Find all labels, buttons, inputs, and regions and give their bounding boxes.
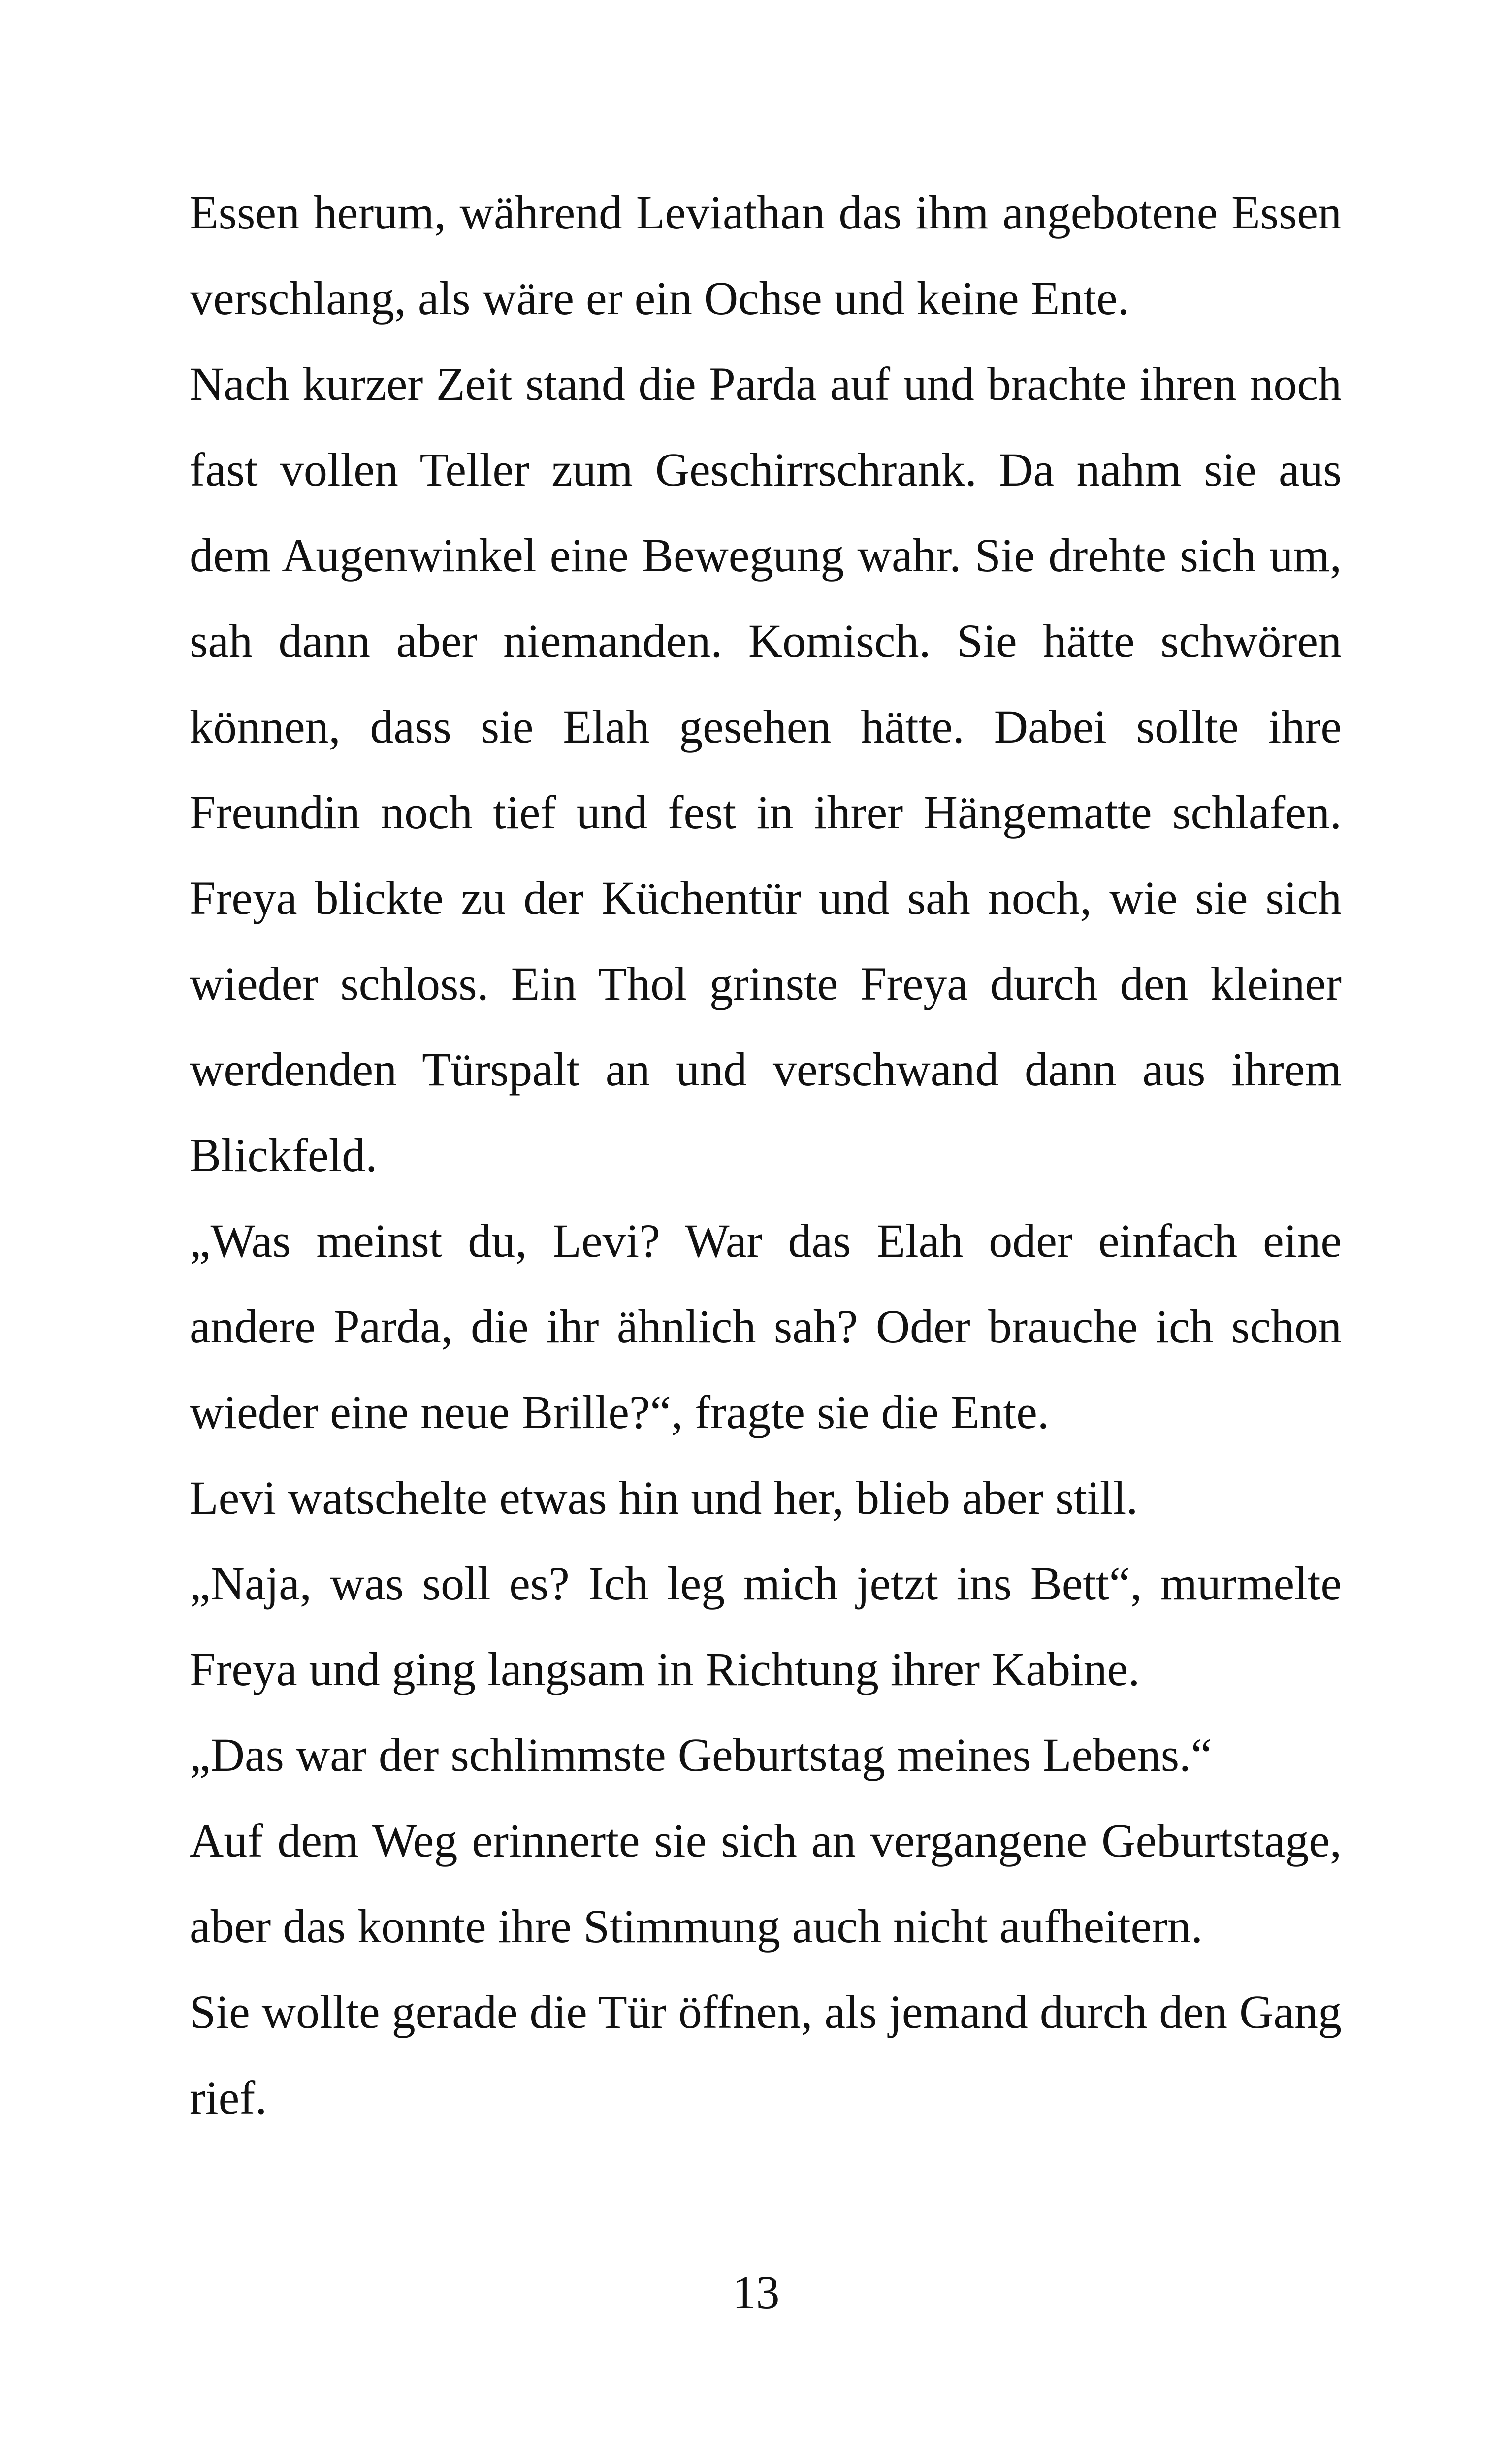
paragraph: Sie wollte gerade die Tür öffnen, als jemand durch den Gang rief. (190, 1986, 1342, 2124)
body-text (190, 170, 1342, 2141)
paragraph: „Das war der schlimmste Geburtstag meines Lebens.“ (190, 1728, 1212, 1781)
paragraph: Nach kurzer Zeit stand die Parda auf und brachte ihren noch fast vollen Teller zum Geschirrschrank. Da nahm sie aus dem Augenwinkel eine Bewegung wahr. Sie drehte sich um, sah dann aber niemanden. Komisch. Sie hätte schwören können, dass sie Elah gesehen hätte. Dabei sollte ihre Freundin noch tief und fest in ihrer Hängematte schlafen. Freya blickte zu der Küchentür und sah noch, wie sie sich wieder schloss. Ein Thol grinste Freya durch den kleiner werdenden Türspalt an und verschwand dann aus ihrem Blickfeld. (190, 358, 1342, 1181)
paragraph: „Naja, was soll es? Ich leg mich jetzt ins Bett“, murmelte Freya und ging langsam in Richtung ihrer Kabine. (190, 1557, 1342, 1695)
paragraph: Auf dem Weg erinnerte sie sich an vergangene Geburtstage, aber das konnte ihre Stimmung auch nicht aufheitern. (190, 1814, 1342, 1953)
paragraph: Levi watschelte etwas hin und her, blieb aber still. (190, 1471, 1138, 1524)
paragraph: „Was meinst du, Levi? War das Elah oder einfach eine andere Parda, die ihr ähnlich sah? Oder brauche ich schon wieder eine neue Brille?“, fragte sie die Ente. (190, 1214, 1342, 1438)
page-number: 13 (732, 2266, 780, 2318)
paragraph: Essen herum, während Leviathan das ihm angebotene Essen verschlang, als wäre er ein Ochse und keine Ente. (190, 186, 1342, 325)
